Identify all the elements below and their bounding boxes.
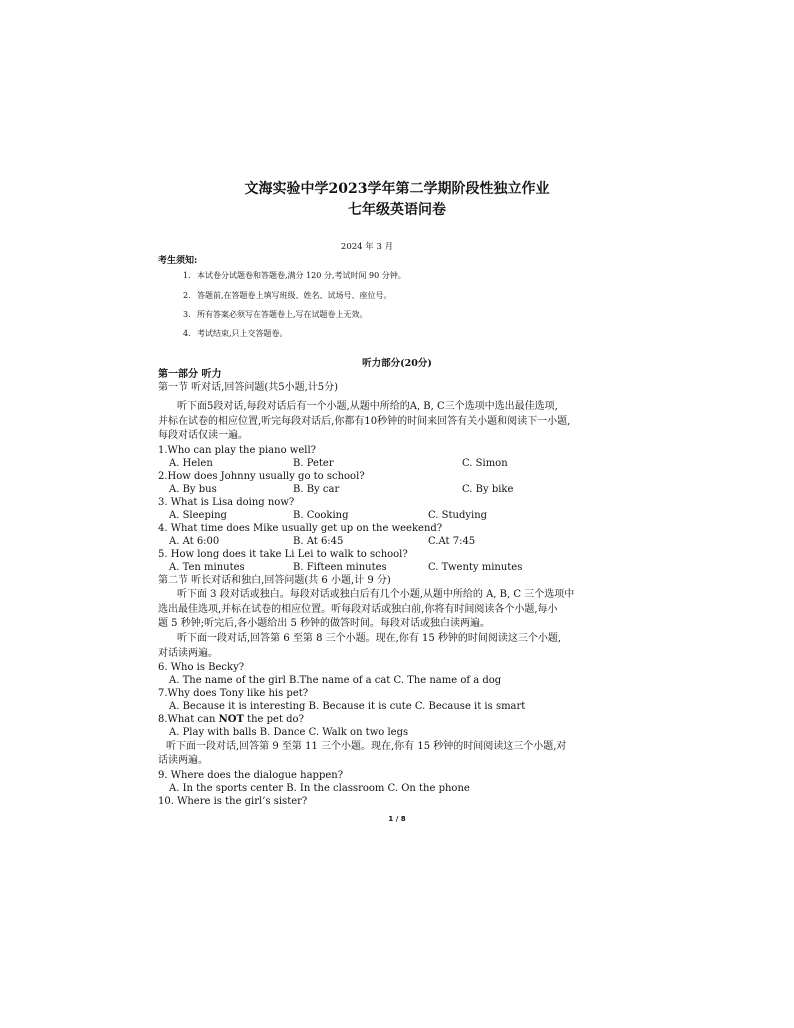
listening-section-title: 听力部分(20分) [362,358,432,369]
notice-item-text: 答题前,在答题卷上填写班级、姓名、试场号、座位号。 [197,291,392,300]
option-c: C. Studying [428,510,488,521]
option-c: C.At 7:45 [428,536,476,547]
question-1: 1.Who can play the piano well? [158,445,317,456]
question-8-text: the pet do? [243,714,304,725]
notice-item-num: 1. [183,271,191,280]
section1-title: 第一节 听对话,回答问题(共5小题,计5分) [158,382,339,393]
section1-instructions: 每段对话仅读一遍。 [158,430,248,441]
notice-item-num: 2. [183,291,191,300]
option-b: B. By car [293,484,340,495]
option-a: A. Helen [169,458,213,469]
notice-item [183,309,368,320]
notice-item-num: 3. [183,310,191,319]
option-c: C. Twenty minutes [428,562,523,573]
question-10: 10. Where is the girl’s sister? [158,796,308,807]
question-7: 7.Why does Tony like his pet? [158,688,309,699]
notice-item [183,290,392,301]
section2-instructions: 题 5 秒钟;听完后,各小题给出 5 秒钟的做答时间。每段对话或独白读两遍。 [158,618,490,629]
option-c: C. By bike [462,484,514,495]
section2-instructions: 选出最佳选项,并标在试卷的相应位置。听每段对话或独白前,你将有时间阅读各个小题,每小 [158,604,558,615]
section2-passage2-intro: 听下面一段对话,回答第 9 至第 11 三个小题。现在,你有 15 秒钟的时间阅读这三个小题,对 [166,741,567,752]
section2-passage1-intro: 听下面一段对话,回答第 6 至第 8 三个小题。现在,你有 15 秒钟的时间阅读这三个小题, [177,633,562,644]
exam-date: 2024 年 3 月 [340,242,394,252]
notice-item [183,270,406,281]
notice-item [183,328,288,339]
question-9: 9. Where does the dialogue happen? [158,770,344,781]
option-b: B. At 6:45 [293,536,344,547]
section1-instructions: 并标在试卷的相应位置,听完每段对话后,你都有10秒钟的时间来回答有关小题和阅读下一小题, [158,416,571,427]
option-a: A. By bus [169,484,217,495]
notice-item-text: 本试卷分试题卷和答题卷,满分 120 分,考试时间 90 分钟。 [197,271,406,280]
question-4: 4. What time does Mike usually get up on the weekend? [158,523,443,534]
notice-item-num: 4. [183,329,191,338]
part-title: 第一部分 听力 [158,369,222,380]
section2-instructions: 听下面 3 段对话或独白。每段对话或独白后有几个小题,从题中所给的 A, B, C 三个选项中 [177,589,575,600]
question-9-options: A. In the sports center B. In the classroom C. On the phone [169,783,470,794]
section1-instructions: 听下面5段对话,每段对话后有一个小题,从题中所给的A, B, C三个选项中选出最佳选项, [177,401,558,412]
question-3: 3. What is Lisa doing now? [158,497,295,508]
question-7-options: A. Because it is interesting B. Because it is cute C. Because it is smart [169,701,526,712]
notice-title: 考生须知: [158,256,198,266]
option-a: A. Sleeping [169,510,227,521]
section2-passage2-intro: 话读两遍。 [158,755,208,766]
section2-passage1-intro: 对话读两遍。 [158,648,218,659]
question-5: 5. How long does it take Li Lei to walk to school? [158,549,408,560]
option-b: B. Cooking [293,510,349,521]
option-b: B. Fifteen minutes [293,562,387,573]
option-c: C. Simon [462,458,508,469]
exam-subtitle: 七年级英语问卷 [348,202,446,218]
notice-item-text: 考试结束,只上交答题卷。 [197,329,288,338]
question-8-text: 8.What can [158,714,219,725]
section2-title: 第二节 听长对话和独白,回答问题(共 6 小题,计 9 分) [158,575,391,586]
option-a: A. At 6:00 [169,536,220,547]
notice-item-text: 所有答案必须写在答题卷上,写在试题卷上无效。 [197,310,368,319]
exam-title: 文海实验中学2023学年第二学期阶段性独立作业 [244,181,550,197]
question-6: 6. Who is Becky? [158,662,245,673]
question-6-options: A. The name of the girl B.The name of a cat C. The name of a dog [169,675,502,686]
question-2: 2.How does Johnny usually go to school? [158,471,365,482]
question-8-options: A. Play with balls B. Dance C. Walk on two legs [169,727,409,738]
option-a: A. Ten minutes [169,562,245,573]
question-8-emphasis: NOT [218,714,244,725]
page-number: 1 / 8 [388,815,406,823]
question-8 [158,714,304,726]
option-b: B. Peter [293,458,334,469]
